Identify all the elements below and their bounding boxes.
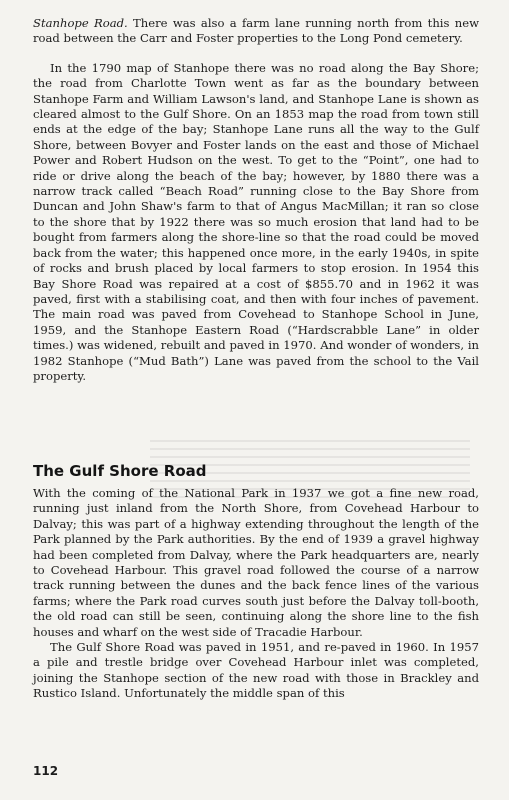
section-heading-wrap bbox=[33, 462, 206, 480]
page-number: 112 bbox=[33, 764, 59, 778]
section-stanhope-roads bbox=[33, 16, 479, 384]
paragraph-continuation bbox=[33, 16, 479, 47]
paragraph-continuation-text: There was also a farm lane running north from this new road between the Carr and Foster properties to the Long Pond cemetery. bbox=[33, 16, 480, 46]
paragraph-bay-shore: In the 1790 map of Stanhope there was no road along the Bay Shore; the road from Charlotte Town went as far as the boundary between Stanhope Farm and William Lawson's land, and Stanhope Lane is shown as cleared almost to the Gulf Shore. On an 1853 map the road from town still ends at the edge of the bay; Stanhope Lane runs all the way to the Gulf Shore, between Bovyer and Foster lands on the east and those of Michael Power and Robert Hudson on the west. To get to the “Point”, one had to ride or drive along the beach of the bay; however, by 1880 there was a narrow track called “Beach Road” running close to the Bay Shore from Duncan and John Shaw's farm to that of Angus MacMillan; it ran so close to the shore that by 1922 there was so much erosion that land had to be bought from farmers along the shore-line so that the road could be moved back from the water; this happened once more, in the early 1940s, in spite of rocks and brush placed by local farmers to stop erosion. In 1954 this Bay Shore Road was repaired at a cost of $855.70 and in 1962 it was paved, first with a stabilising coat, and then with four inches of pavement. The main road was paved from Covehead to Stanhope School in June, 1959, and the Stanhope Eastern Road (“Hardscrabble Lane” in older times.) was widened, rebuilt and paved in 1970. And wonder of wonders, in 1982 Stanhope (“Mud Bath”) Lane was paved from the school to the Vail property. bbox=[33, 60, 479, 383]
paragraph-paving: The Gulf Shore Road was paved in 1951, and re-paved in 1960. In 1957 a pile and trestle bridge over Covehead Harbour inlet was completed, joining the Stanhope section of the new road with those in Brackley and Rustico Island. Unfortunately the middle span of this bbox=[33, 640, 479, 701]
section-heading: The Gulf Shore Road bbox=[33, 462, 207, 480]
road-name-italic: Stanhope Road. bbox=[33, 16, 128, 30]
paragraph-national-park: With the coming of the National Park in 1937 we got a fine new road, running just inland from the North Shore, from Covehead Harbour to Dalvay; this was part of a highway extending throughout the length of the Park planned by the Park authorities. By the end of 1939 a gravel highway had been completed from Dalvay, where the Park headquarters are, nearly to Covehead Harbour. This gravel road followed the course of a narrow track running between the dunes and the back fence lines of the various farms; where the Park road curves south just before the Dalvay toll-booth, the old road can still be seen, continuing along the shore line to the fish houses and wharf on the west side of Tracadie Harbour. bbox=[33, 486, 479, 639]
section-gulf-shore-road bbox=[33, 486, 479, 702]
